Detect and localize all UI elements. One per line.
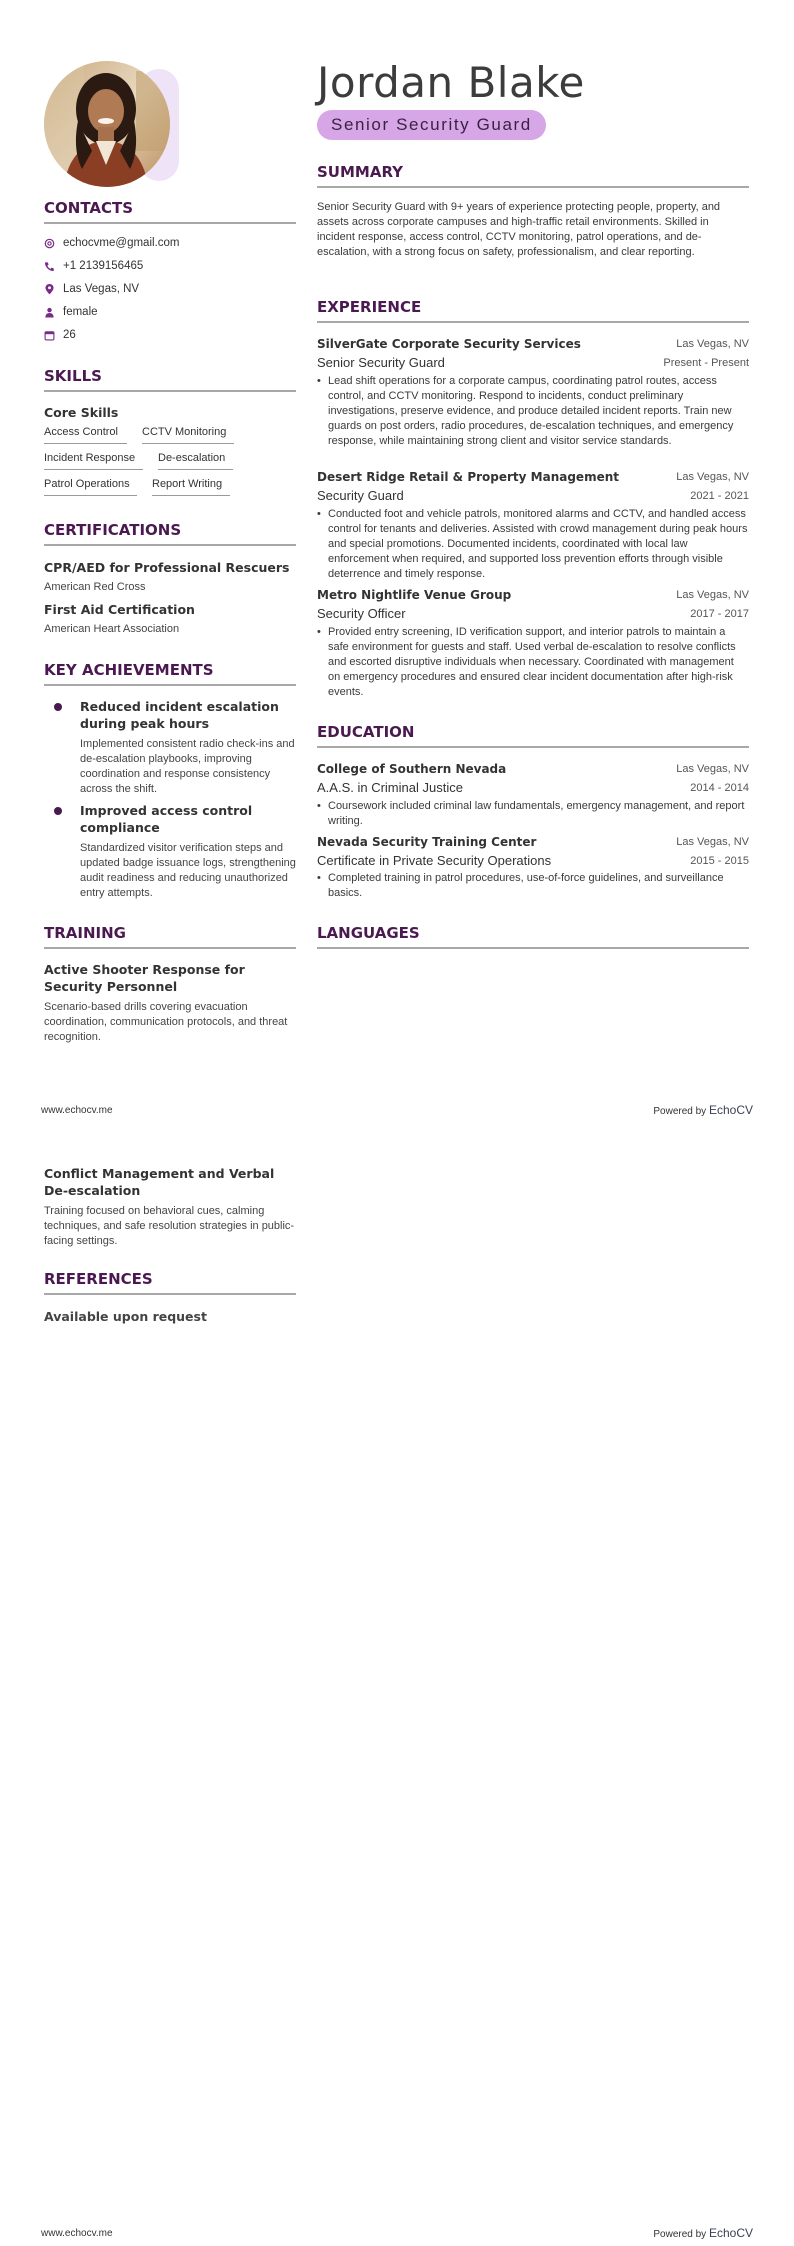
- footer-powered-by: [653, 1103, 753, 1117]
- skill-chip: Incident Response: [44, 452, 143, 470]
- experience-bullet: • Provided entry screening, ID verification support, and interior patrols to maintain a safe environment for guests and staff. Used verbal de-escalation to resolve conflicts and escorted disruptive individuals when necessary. Coordinated with management on emergency procedures and ensured clear incident documentation after high-risk events.: [317, 625, 749, 700]
- location-pin-icon: [44, 281, 62, 297]
- achievement-bullet: [54, 703, 62, 711]
- training-title: Active Shooter Response for Security Personnel: [44, 962, 245, 994]
- contacts-heading: CONTACTS: [44, 199, 134, 217]
- experience-role: Senior Security Guard: [317, 355, 445, 370]
- education-degree: Certificate in Private Security Operations: [317, 853, 552, 868]
- experience-location: Las Vegas, NV: [676, 338, 749, 350]
- job-title-badge: Senior Security Guard: [317, 110, 546, 140]
- brand-logo-text[interactable]: EchoCV: [708, 1103, 753, 1117]
- skill-chip: De-escalation: [158, 452, 233, 470]
- education-location: Las Vegas, NV: [676, 763, 749, 775]
- skill-chip: Report Writing: [152, 478, 230, 496]
- candidate-name: Jordan Blake: [317, 58, 585, 107]
- location-text: Las Vegas, NV: [63, 283, 140, 295]
- training-text: Training focused on behavioral cues, calming techniques, and safe resolution strategies in public-facing settings.: [44, 1205, 295, 1247]
- experience-company: Metro Nightlife Venue Group: [317, 588, 512, 602]
- education-dates: 2014 - 2014: [690, 782, 749, 794]
- footer-powered-by: [653, 2226, 753, 2240]
- profile-photo-area: [44, 61, 184, 196]
- experience-dates: 2017 - 2017: [690, 608, 749, 620]
- experience-role: Security Officer: [317, 606, 406, 621]
- calendar-icon: [44, 327, 62, 343]
- email-text[interactable]: echocvme@gmail.com: [63, 237, 180, 249]
- summary-text: Senior Security Guard with 9+ years of experience protecting people, property, and assets across corporate campuses and high-traffic retail environments. Skilled in incident response, access control, CCTV monitoring, patrol operations, and de-escalation, with a strong focus on safety, professionalism, and clear reporting.: [317, 201, 721, 258]
- certification-issuer: American Heart Association: [44, 623, 180, 635]
- experience-company: Desert Ridge Retail & Property Management: [317, 470, 619, 484]
- references-heading: REFERENCES: [44, 1270, 153, 1288]
- page-break: [0, 1123, 794, 1124]
- education-heading: EDUCATION: [317, 723, 415, 741]
- powered-label: Powered by: [653, 2229, 707, 2240]
- training-rule: [44, 947, 296, 949]
- education-bullet: • Completed training in patrol procedures, use-of-force guidelines, and surveillance basics.: [317, 871, 749, 901]
- experience-role: Security Guard: [317, 488, 404, 503]
- avatar: [44, 61, 170, 187]
- experience-bullet: • Lead shift operations for a corporate campus, coordinating patrol routes, access control, and CCTV monitoring. Respond to incidents, conduct preliminary investigations, preserve evidence, and produce detailed incident reports. Train new guards on post orders, radio procedures, de-escalation techniques, and emergency response, while maintaining strong client and visitor service standards.: [317, 374, 749, 449]
- phone-icon: [44, 258, 62, 274]
- achievement-bullet: [54, 807, 62, 815]
- education-dates: 2015 - 2015: [690, 855, 749, 867]
- references-rule: [44, 1293, 296, 1295]
- education-location: Las Vegas, NV: [676, 836, 749, 848]
- experience-dates: Present - Present: [663, 357, 749, 369]
- training-heading: TRAINING: [44, 924, 126, 942]
- achievement-title: Reduced incident escalation during peak hours: [80, 699, 279, 731]
- education-bullet: • Coursework included criminal law fundamentals, emergency management, and report writing.: [317, 799, 749, 829]
- skills-heading: SKILLS: [44, 367, 102, 385]
- certification-issuer: American Red Cross: [44, 581, 146, 593]
- brand-logo-text[interactable]: EchoCV: [708, 2226, 753, 2240]
- education-degree: A.A.S. in Criminal Justice: [317, 780, 463, 795]
- contacts-rule: [44, 222, 296, 224]
- experience-rule: [317, 321, 749, 323]
- footer-url[interactable]: www.echocv.me: [41, 2228, 113, 2239]
- experience-heading: EXPERIENCE: [317, 298, 422, 316]
- training-text: Scenario-based drills covering evacuation coordination, communication protocols, and threat recognition.: [44, 1001, 288, 1043]
- references-text: Available upon request: [44, 1309, 207, 1324]
- certifications-heading: CERTIFICATIONS: [44, 521, 182, 539]
- experience-bullet: • Conducted foot and vehicle patrols, monitored alarms and CCTV, and handled access control for tenants and deliveries. Assisted with crowd management during peak hours and special promotions. Documented incidents, coordinated with local law enforcement when required, and supported loss prevention efforts through visible deterrence and timely response.: [317, 507, 749, 582]
- skills-group-title: Core Skills: [44, 405, 119, 420]
- languages-rule: [317, 947, 749, 949]
- education-school: College of Southern Nevada: [317, 762, 507, 776]
- languages-heading: LANGUAGES: [317, 924, 420, 942]
- achievements-heading: KEY ACHIEVEMENTS: [44, 661, 214, 679]
- skill-chip: CCTV Monitoring: [142, 426, 234, 444]
- person-icon: [44, 304, 62, 320]
- contact-phone: [44, 257, 143, 275]
- achievement-text: Implemented consistent radio check-ins and de-escalation playbooks, improving coordination and response consistency across the shift.: [80, 738, 295, 795]
- certification-name: First Aid Certification: [44, 602, 195, 617]
- contact-age: [44, 326, 76, 344]
- footer-url[interactable]: www.echocv.me: [41, 1105, 113, 1116]
- contact-gender: [44, 303, 98, 321]
- skills-rule: [44, 390, 296, 392]
- powered-label: Powered by: [653, 1106, 707, 1117]
- gender-text: female: [63, 306, 98, 318]
- training-title: Conflict Management and Verbal De-escalation: [44, 1166, 275, 1198]
- achievement-title: Improved access control compliance: [80, 803, 253, 835]
- certifications-rule: [44, 544, 296, 546]
- contact-location: [44, 280, 139, 298]
- contact-email: [44, 234, 180, 252]
- certification-name: CPR/AED for Professional Rescuers: [44, 560, 290, 575]
- education-school: Nevada Security Training Center: [317, 835, 537, 849]
- age-text: 26: [63, 329, 76, 341]
- summary-rule: [317, 186, 749, 188]
- experience-location: Las Vegas, NV: [676, 589, 749, 601]
- experience-company: SilverGate Corporate Security Services: [317, 337, 581, 351]
- achievements-rule: [44, 684, 296, 686]
- phone-text: +1 2139156465: [63, 260, 144, 272]
- achievement-text: Standardized visitor verification steps and updated badge issuance logs, strengthening audit readiness and reducing unauthorized entry attempts.: [80, 842, 296, 899]
- at-icon: [44, 235, 62, 251]
- summary-heading: SUMMARY: [317, 163, 404, 181]
- skill-chip: Patrol Operations: [44, 478, 137, 496]
- experience-location: Las Vegas, NV: [676, 471, 749, 483]
- education-rule: [317, 746, 749, 748]
- experience-dates: 2021 - 2021: [690, 490, 749, 502]
- skill-chip: Access Control: [44, 426, 127, 444]
